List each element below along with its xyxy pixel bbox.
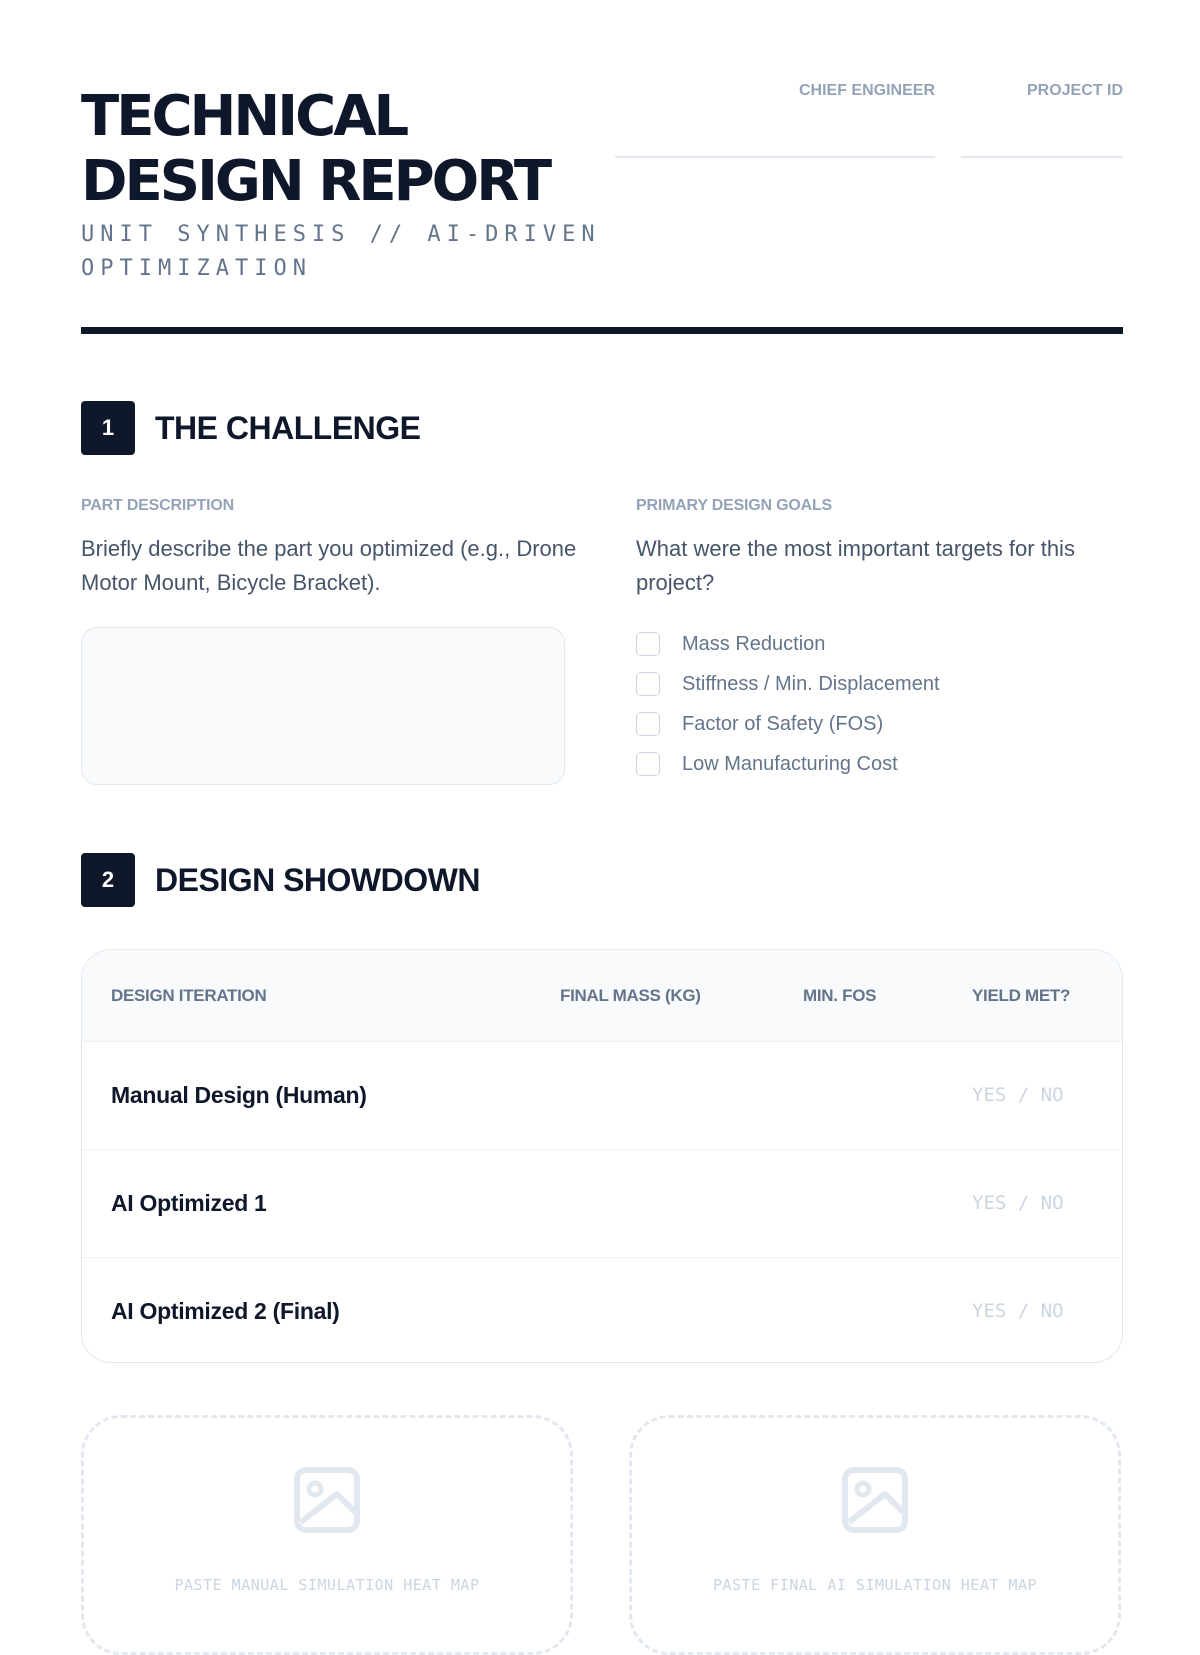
dropzone-label: PASTE FINAL AI SIMULATION HEAT MAP <box>712 1576 1038 1594</box>
part-description-help: Briefly describe the part you optimized (e.g., Drone Motor Mount, Bicycle Bracket). <box>81 536 577 595</box>
design-iteration-name: AI Optimized 1 <box>111 1190 267 1216</box>
design-goals-label: PRIMARY DESIGN GOALS <box>636 497 833 514</box>
goal-label: Mass Reduction <box>682 632 826 655</box>
column-header-design-iteration: DESIGN ITERATION <box>111 986 267 1005</box>
section-number-badge: 2 <box>81 853 135 907</box>
project-id-input-line <box>961 156 1123 158</box>
section-number-badge: 1 <box>81 401 135 455</box>
goal-option[interactable] <box>636 664 940 704</box>
goal-checkbox[interactable] <box>636 632 660 656</box>
image-icon <box>293 1466 361 1534</box>
goal-option[interactable] <box>636 624 940 664</box>
goal-checkbox[interactable] <box>636 672 660 696</box>
goal-label: Factor of Safety (FOS) <box>682 712 884 735</box>
part-description-label: PART DESCRIPTION <box>81 497 234 514</box>
report-title-line-1: TECHNICAL <box>81 84 407 149</box>
column-header-yield-met: YIELD MET? <box>972 986 1071 1005</box>
section-challenge-header <box>81 401 421 455</box>
goal-label: Low Manufacturing Cost <box>682 752 898 775</box>
report-title-line-2: DESIGN REPORT <box>81 149 550 214</box>
table-row <box>82 1258 1122 1363</box>
report-title <box>81 84 549 214</box>
manual-heat-map-dropzone[interactable] <box>81 1415 573 1655</box>
design-iteration-name: AI Optimized 2 (Final) <box>111 1298 340 1324</box>
project-id-label: PROJECT ID <box>1026 82 1123 99</box>
goal-option[interactable] <box>636 744 940 784</box>
chief-engineer-input-line <box>615 156 935 158</box>
project-id-field[interactable] <box>961 82 1123 162</box>
dropzone-label: PASTE MANUAL SIMULATION HEAT MAP <box>174 1576 480 1594</box>
chief-engineer-field[interactable] <box>615 82 935 162</box>
yield-met-value[interactable]: YES / NO <box>972 1084 1064 1106</box>
goal-option[interactable] <box>636 704 940 744</box>
goal-checkbox[interactable] <box>636 712 660 736</box>
table-row <box>82 1150 1122 1258</box>
section-title: THE CHALLENGE <box>155 409 421 446</box>
column-header-final-mass: FINAL MASS (KG) <box>560 986 701 1005</box>
table-header-row <box>82 950 1122 1042</box>
chief-engineer-label: CHIEF ENGINEER <box>798 82 935 99</box>
design-comparison-table <box>81 949 1123 1363</box>
part-description-textarea[interactable] <box>81 627 565 785</box>
design-goals-list <box>636 624 940 784</box>
section-showdown-header <box>81 853 480 907</box>
table-row <box>82 1042 1122 1150</box>
header-divider <box>81 327 1123 334</box>
design-iteration-name: Manual Design (Human) <box>111 1082 367 1108</box>
goal-label: Stiffness / Min. Displacement <box>682 672 940 695</box>
section-title: DESIGN SHOWDOWN <box>155 861 480 898</box>
design-goals-help: What were the most important targets for this project? <box>636 536 1075 595</box>
report-subtitle: UNIT SYNTHESIS // AI-DRIVEN OPTIMIZATION <box>81 222 601 281</box>
final-ai-heat-map-dropzone[interactable] <box>629 1415 1121 1655</box>
yield-met-value[interactable]: YES / NO <box>972 1300 1064 1322</box>
yield-met-value[interactable]: YES / NO <box>972 1192 1064 1214</box>
column-header-min-fos: MIN. FOS <box>803 986 877 1005</box>
image-icon <box>841 1466 909 1534</box>
goal-checkbox[interactable] <box>636 752 660 776</box>
